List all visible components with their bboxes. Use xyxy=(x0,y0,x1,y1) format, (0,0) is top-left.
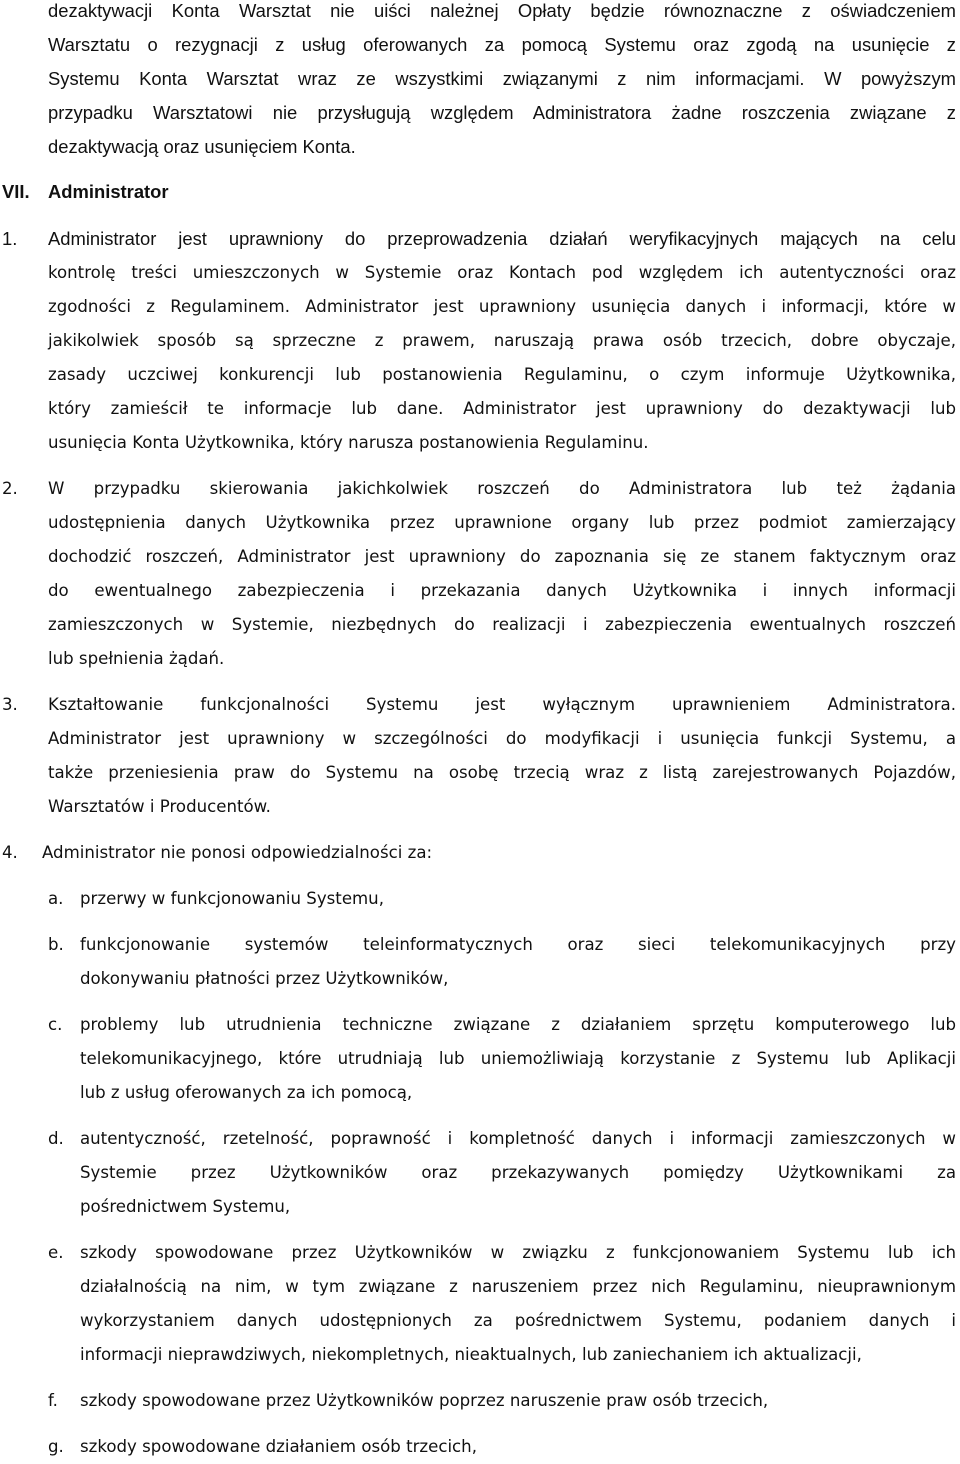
paragraph-line: przypadku Warsztatowi nie przysługują względem Administratora żadne roszczenia związane z xyxy=(48,102,956,123)
item-line: Kształtowanie funkcjonalności Systemu jest wyłącznym uprawnieniem Administratora. xyxy=(48,695,956,714)
item-line: Administrator nie ponosi odpowiedzialności za: xyxy=(42,843,433,862)
item-number: 2. xyxy=(2,479,18,498)
item-line: informacji nieprawdziwych, niekompletnych, nieaktualnych, lub zaniechaniem ich aktualizacji, xyxy=(80,1345,862,1364)
item-line: szkody spowodowane działaniem osób trzecich, xyxy=(80,1437,477,1456)
item-line: autentyczność, rzetelność, poprawność i kompletność danych i informacji zamieszczonych w xyxy=(80,1129,956,1148)
paragraph-line: Systemu Konta Warsztat wraz ze wszystkimi związanymi z nim informacjami. W powyższym xyxy=(48,68,956,89)
item-line: do ewentualnego zabezpieczenia i przekazania danych Użytkownika i innych informacji xyxy=(48,581,956,600)
item-letter: a. xyxy=(48,889,64,908)
item-letter: b. xyxy=(48,935,64,954)
item-line: także przeniesienia praw do Systemu na osobę trzecią wraz z listą zarejestrowanych Pojazdów, xyxy=(48,763,956,782)
item-line: pośrednictwem Systemu, xyxy=(80,1197,291,1216)
item-line: Administrator jest uprawniony w szczególności do modyfikacji i usunięcia funkcji Systemu, a xyxy=(48,729,956,748)
item-line: usunięcia Konta Użytkownika, który narusza postanowienia Regulaminu. xyxy=(48,433,649,452)
item-letter: f. xyxy=(48,1391,58,1410)
item-line: funkcjonowanie systemów teleinformatycznych oraz sieci telekomunikacyjnych przy xyxy=(80,935,956,954)
item-letter: g. xyxy=(48,1437,64,1456)
section-number: VII. xyxy=(2,181,30,202)
item-line: działalnością na nim, w tym związane z naruszeniem przez nich Regulaminu, nieuprawnionym xyxy=(80,1277,956,1296)
item-line: przerwy w funkcjonowaniu Systemu, xyxy=(80,889,384,908)
item-letter: c. xyxy=(48,1015,63,1034)
item-line: kontrolę treści umieszczonych w Systemie oraz Kontach pod względem ich autentyczności oraz xyxy=(48,263,956,282)
item-line: wykorzystaniem danych udostępnionych za pośrednictwem Systemu, podaniem danych i xyxy=(80,1311,956,1330)
item-line: jakikolwiek sposób są sprzeczne z prawem, naruszają prawa osób trzecich, dobre obyczaje, xyxy=(48,331,956,350)
item-number: 1. xyxy=(2,228,18,249)
paragraph-line: Warsztatu o rezygnacji z usług oferowanych za pomocą Systemu oraz zgodą na usunięcie z xyxy=(48,34,956,55)
item-line: dokonywaniu płatności przez Użytkowników, xyxy=(80,969,449,988)
item-letter: e. xyxy=(48,1243,64,1262)
item-line: telekomunikacyjnego, które utrudniają lub uniemożliwiają korzystanie z Systemu lub Aplikacji xyxy=(80,1049,956,1068)
item-line: szkody spowodowane przez Użytkowników poprzez naruszenie praw osób trzecich, xyxy=(80,1391,769,1410)
item-line: który zamieścił te informacje lub dane. Administrator jest uprawniony do dezaktywacji lub xyxy=(48,399,956,418)
item-line: zamieszczonych w Systemie, niezbędnych do realizacji i zabezpieczenia ewentualnych roszczeń xyxy=(48,615,956,634)
item-line: dochodzić roszczeń, Administrator jest uprawniony do zapoznania się ze stanem faktycznym oraz xyxy=(48,547,956,566)
item-line: udostępnienia danych Użytkownika przez uprawnione organy lub przez podmiot zamierzający xyxy=(48,513,956,532)
item-number: 3. xyxy=(2,695,18,714)
section-title: Administrator xyxy=(48,181,169,202)
item-letter: d. xyxy=(48,1129,64,1148)
paragraph-line: dezaktywacji Konta Warsztat nie uiści należnej Opłaty będzie równoznaczne z oświadczeniem xyxy=(48,0,956,21)
item-number: 4. xyxy=(2,843,18,862)
item-line: W przypadku skierowania jakichkolwiek roszczeń do Administratora lub też żądania xyxy=(48,479,956,498)
item-line: zasady uczciwej konkurencji lub postanowienia Regulaminu, o czym informuje Użytkownika, xyxy=(48,365,956,384)
item-line: Systemie przez Użytkowników oraz przekazywanych pomiędzy Użytkownikami za xyxy=(80,1163,956,1182)
item-line: szkody spowodowane przez Użytkowników w związku z funkcjonowaniem Systemu lub ich xyxy=(80,1243,956,1262)
item-line: Warsztatów i Producentów. xyxy=(48,797,271,816)
item-line: lub z usług oferowanych za ich pomocą, xyxy=(80,1083,413,1102)
paragraph-line: dezaktywacją oraz usunięciem Konta. xyxy=(48,136,356,157)
item-line: problemy lub utrudnienia techniczne związane z działaniem sprzętu komputerowego lub xyxy=(80,1015,956,1034)
item-line: Administrator jest uprawniony do przeprowadzenia działań weryfikacyjnych mających na celu xyxy=(48,228,956,249)
item-line: lub spełnienia żądań. xyxy=(48,649,225,668)
item-line: zgodności z Regulaminem. Administrator jest uprawniony usunięcia danych i informacji, które w xyxy=(48,297,956,316)
